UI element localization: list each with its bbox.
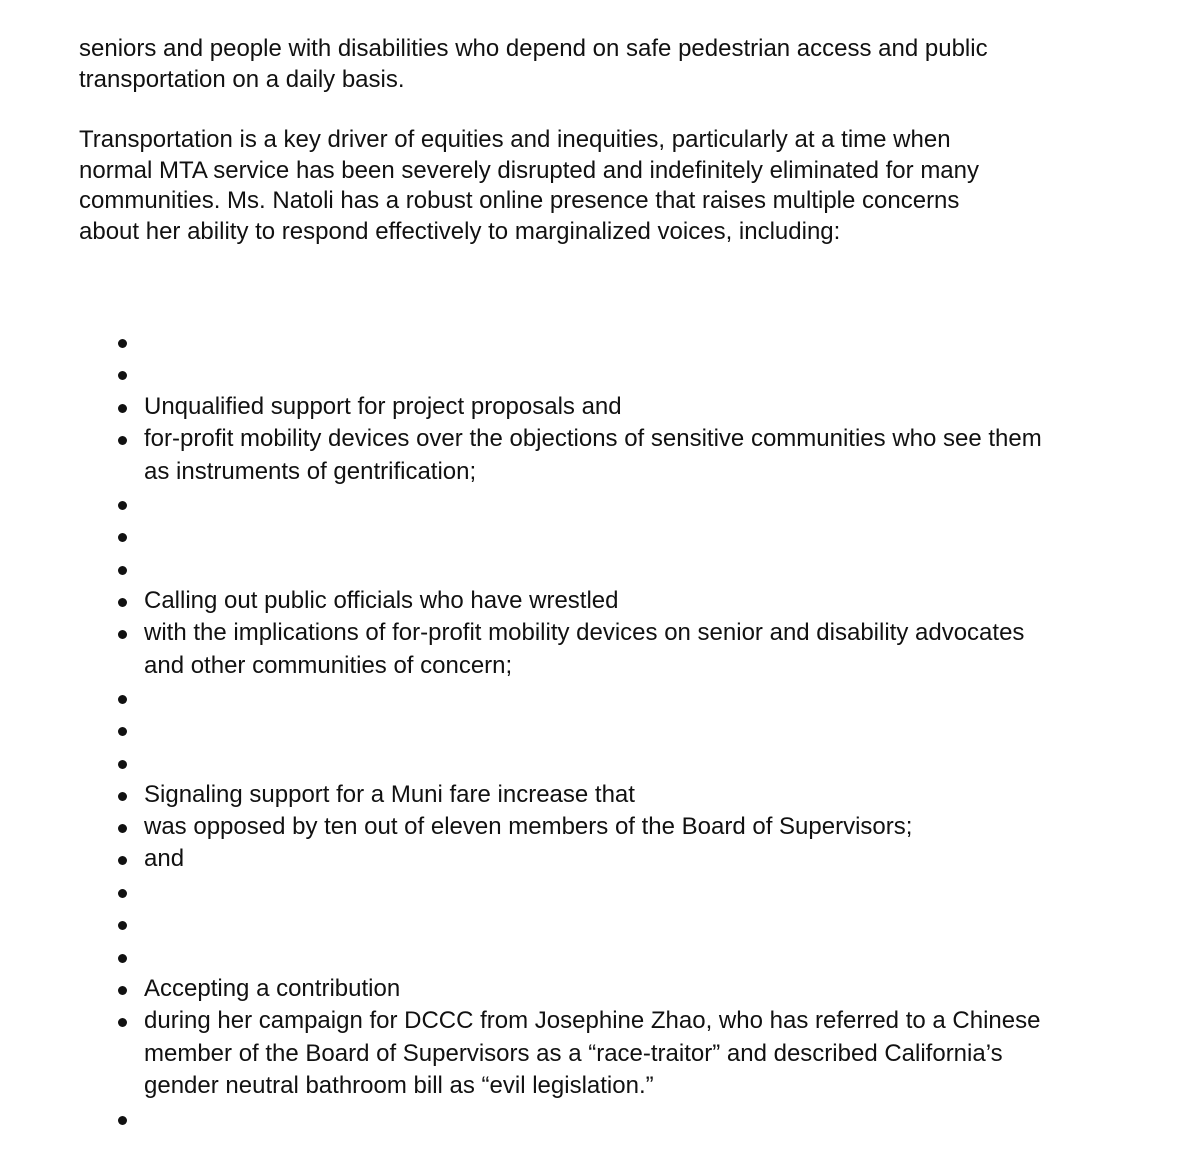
bullet-icon <box>118 339 127 348</box>
list-item <box>0 391 1200 423</box>
paragraph-intro <box>79 34 1089 95</box>
bullet-icon <box>118 824 127 833</box>
list-item-empty <box>0 876 1200 908</box>
list-item-empty <box>0 682 1200 714</box>
bullet-icon <box>118 533 127 542</box>
list-item <box>0 617 1200 679</box>
list-item-empty <box>0 520 1200 552</box>
bullet-icon <box>118 1018 127 1027</box>
list-item-line: gender neutral bathroom bill as “evil legislation.” <box>144 1072 654 1099</box>
list-item-text: Accepting a contribution <box>144 975 401 1002</box>
bullet-icon <box>118 630 127 639</box>
bullet-icon <box>118 856 127 865</box>
list-item-text: Signaling support for a Muni fare increase that <box>144 781 635 808</box>
bullet-icon <box>118 986 127 995</box>
bullet-icon <box>118 954 127 963</box>
list-item <box>0 811 1200 843</box>
list-item-empty <box>0 488 1200 520</box>
list-item-text: Unqualified support for project proposals and <box>144 393 622 420</box>
list-item <box>0 843 1200 875</box>
list-item <box>0 973 1200 1005</box>
list-item-empty <box>0 714 1200 746</box>
list-item-empty <box>0 326 1200 358</box>
list-item-line: for-profit mobility devices over the objections of sensitive communities who see them <box>144 425 1042 452</box>
list-item-text <box>144 423 1042 488</box>
paragraph-line: communities. Ms. Natoli has a robust online presence that raises multiple concerns <box>79 187 960 214</box>
list-item-text: was opposed by ten out of eleven members of the Board of Supervisors; <box>144 813 913 840</box>
list-item-line: and other communities of concern; <box>144 651 513 679</box>
list-item-line: as instruments of gentrification; <box>144 457 477 485</box>
bullet-icon <box>118 371 127 380</box>
list-item-empty <box>0 1103 1200 1135</box>
list-item-empty <box>0 941 1200 973</box>
paragraph-line: about her ability to respond effectively to marginalized voices, including: <box>79 217 841 245</box>
bullet-icon <box>118 566 127 575</box>
bullet-icon <box>118 889 127 898</box>
list-item-empty <box>0 747 1200 779</box>
list-item-empty <box>0 358 1200 390</box>
list-item-line: member of the Board of Supervisors as a “race-traitor” and described California’s <box>144 1039 1003 1067</box>
list-item-text: and <box>144 845 185 872</box>
paragraph-line: normal MTA service has been severely disrupted and indefinitely eliminated for many <box>79 156 979 184</box>
bullet-icon <box>118 921 127 930</box>
list-item-empty <box>0 908 1200 940</box>
bullet-icon <box>118 404 127 413</box>
bullet-icon <box>118 695 127 704</box>
list-item-line: during her campaign for DCCC from Josephine Zhao, who has referred to a Chinese <box>144 1007 1041 1034</box>
bullet-icon <box>118 501 127 510</box>
list-item-line: with the implications of for-profit mobility devices on senior and disability advocates <box>144 619 1025 646</box>
bullet-icon <box>118 760 127 769</box>
paragraph-line: Transportation is a key driver of equities and inequities, particularly at a time when <box>79 126 951 153</box>
paragraph-transportation <box>79 125 1089 247</box>
bullet-icon <box>118 598 127 607</box>
paragraph-line: transportation on a daily basis. <box>79 65 405 93</box>
bullet-icon <box>118 792 127 801</box>
list-item-text <box>144 1005 1040 1103</box>
list-item-text: Calling out public officials who have wrestled <box>144 587 619 614</box>
list-item <box>0 779 1200 811</box>
list-item-empty <box>0 553 1200 585</box>
bullet-icon <box>118 436 127 445</box>
list-item <box>0 423 1200 485</box>
list-item-text <box>144 617 1024 682</box>
bullet-icon <box>118 727 127 736</box>
list-item <box>0 585 1200 617</box>
paragraph-line: seniors and people with disabilities who depend on safe pedestrian access and public <box>79 35 988 62</box>
bullet-icon <box>118 1116 127 1125</box>
list-item <box>0 1005 1200 1099</box>
